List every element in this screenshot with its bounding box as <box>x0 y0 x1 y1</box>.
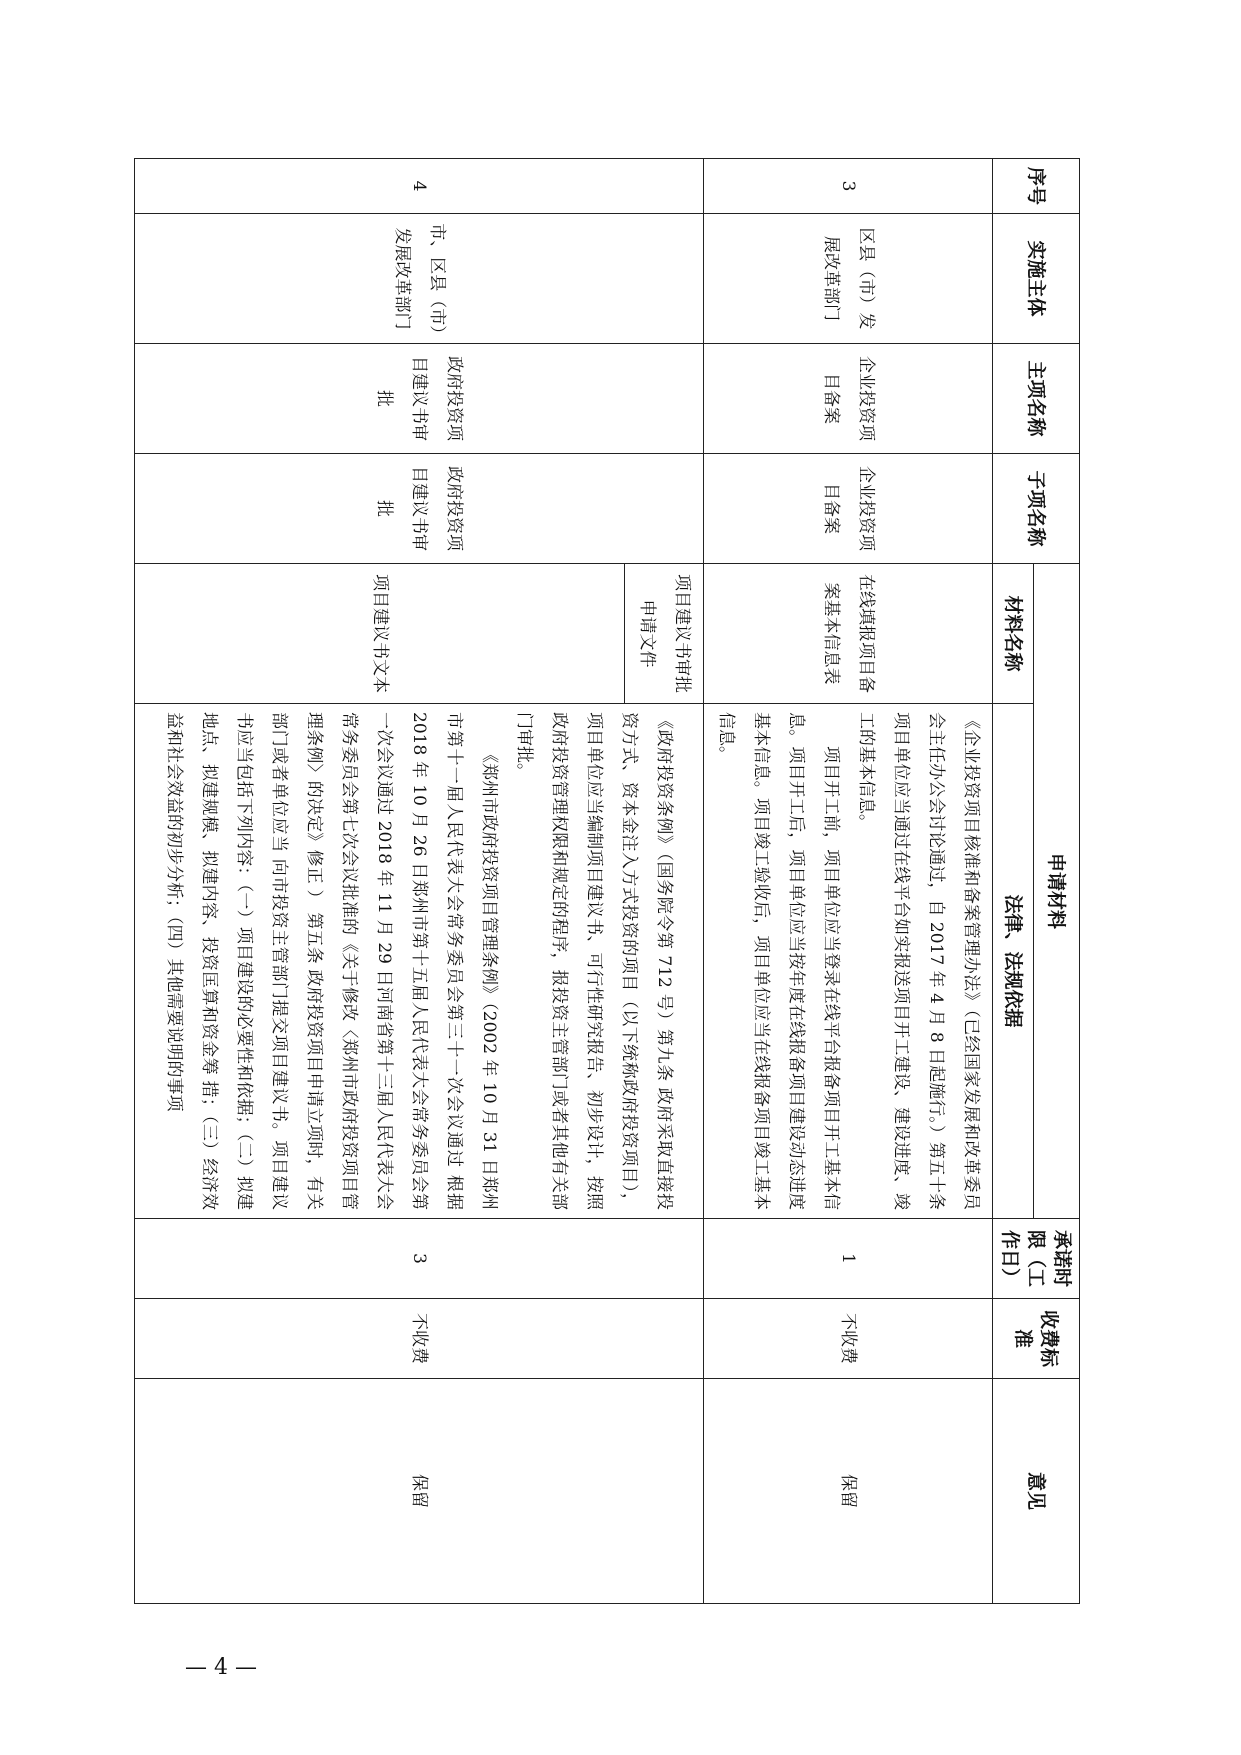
header-main-item: 主项名称 <box>993 344 1080 454</box>
row3-fee: 不收费 <box>704 1299 993 1379</box>
law-paragraph: 《政府投资条例》（国务院令第 712 号）第九条 政府采取直接投资方式、资本金注入方式投资的项目（以下统称政府投资项目），项目单位应当编制项目建议书、可行性研究报告、初步设计，按照政府投资管理权限和规定的程序，报投资主管部门或者其他有关部门审批。 <box>514 712 675 1211</box>
header-material-name: 材料名称 <box>993 564 1034 704</box>
page-number: — 4 — <box>185 1655 257 1680</box>
row4-material-2: 项目建议书文本 <box>135 564 625 704</box>
header-time-limit: 承诺时限（工作日） <box>993 1219 1080 1299</box>
row4-material-1: 项目建议书审批申请文件 <box>625 564 704 704</box>
table-row <box>704 159 993 1604</box>
header-sub-item: 子项名称 <box>993 454 1080 564</box>
law-paragraph: 《企业投资项目核准和备案管理办法》（已经国家发展和改革委员会主任办公会讨论通过，自 2017 年 4 月 8 日起施行。）第五十条 项目单位应当通过在线平台如实报送项目开工建设、建设进度、竣工的基本信息。 <box>856 712 981 1211</box>
row4-opinion: 保留 <box>135 1379 704 1604</box>
header-implementer: 实施主体 <box>993 214 1080 344</box>
row3-opinion: 保留 <box>704 1379 993 1604</box>
row3-law-basis <box>704 704 993 1219</box>
law-paragraph: 《郑州市政府投资项目管理条例》（2002 年 10 月 31 日郑州市第十一届人民代表大会常务委员会第三十一次会议通过 根据 2018 年 10 月 26 日郑州市第十五届人民代表大会常务委员会第一次会议通过 2018 年 11 月 29 日河南省第十三届人民代表大会常务委员会第七次会议批准的《关于修改〈郑州市政府投资项目管理条例〉的决定》修正 ） 第五条 政府投资项目申请立项时，有关部门或者单位应当 向市投资主管部门提交项目建议书。项目建议书应当包括下列内容：（一）项目建设的必要性和依据；（二）拟建地点、拟建规模、拟建内容、投资匡算和资金筹 措；（三）经济效益和社会效益的初步分析；（四）其他需要说明的事项 <box>164 712 500 1211</box>
row4-fee: 不收费 <box>135 1299 704 1379</box>
row3-implementer: 区县（市）发展改革部门 <box>704 214 993 344</box>
approval-items-table <box>134 158 1080 1604</box>
header-materials-group: 申请材料 <box>1033 564 1079 1219</box>
row4-law-basis <box>135 704 704 1219</box>
row3-seq: 3 <box>704 159 993 214</box>
row4-sub-item: 政府投资项目建议书审批 <box>135 454 704 564</box>
rotated-table-wrapper <box>155 158 1080 1603</box>
row3-sub-item: 企业投资项目备案 <box>704 454 993 564</box>
header-fee: 收费标准 <box>993 1299 1080 1379</box>
row4-seq: 4 <box>135 159 704 214</box>
law-paragraph: 项目开工前，项目单位应当登录在线平台报备项目开工基本信息。项目开工后，项目单位应当按年度在线报备项目建设动态进度基本信息。项目竣工验收后，项目单位应当在线报备项目竣工基本信息。 <box>716 712 841 1211</box>
row3-main-item: 企业投资项目备案 <box>704 344 993 454</box>
row3-time-limit: 1 <box>704 1219 993 1299</box>
row4-main-item: 政府投资项目建议书审批 <box>135 344 704 454</box>
row4-implementer: 市、区县（市）发展改革部门 <box>135 214 704 344</box>
header-opinion: 意见 <box>993 1379 1080 1604</box>
table-row <box>625 159 704 1604</box>
header-seq: 序号 <box>993 159 1080 214</box>
row4-time-limit: 3 <box>135 1219 704 1299</box>
row3-material-name: 在线填报项目备案基本信息表 <box>704 564 993 704</box>
header-law-basis: 法律、法规依据 <box>993 704 1034 1219</box>
